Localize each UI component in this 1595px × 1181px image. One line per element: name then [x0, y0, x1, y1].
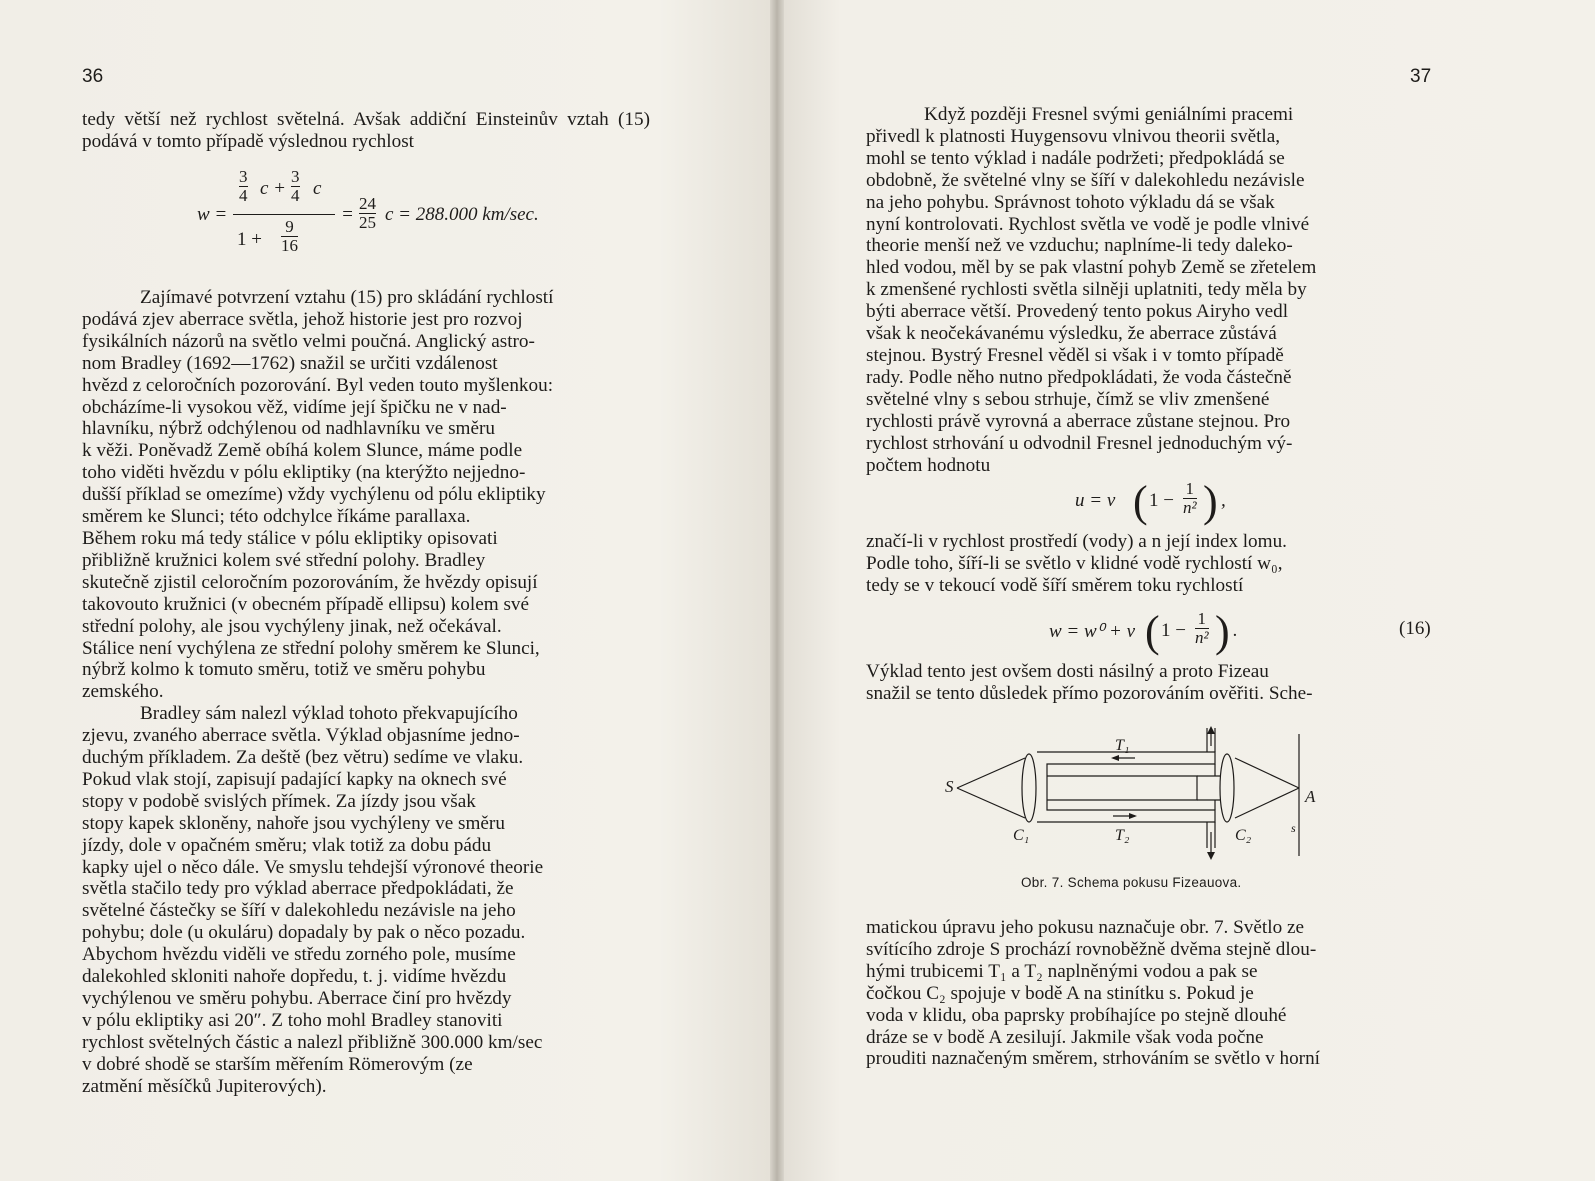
eq-u-paren-open: ( [1133, 477, 1148, 526]
p3-l4: stopy v podobě svislých přímek. Za jízdy jsou však [82, 790, 476, 812]
r1-l10: však k neočekávanému výsledku, že aberrace zůstává [866, 323, 1277, 345]
p2-l13: skutečně zjistil celoročním pozorováním, že hvězdy opisují [82, 571, 538, 593]
tube-outer-left [1037, 752, 1215, 822]
eq-lhs: w = [197, 204, 228, 225]
r3-l0: Výklad tento jest ovšem dosti násilný a proto Fizeau [866, 661, 1269, 682]
r4-l5: dráze se v bodě A zesilují. Jakmile však voda počne [866, 1026, 1264, 1048]
r1-l2: mohl se tento výklad i nadále podržeti; předpokládá se [866, 147, 1285, 169]
p3-l13: vychýlenou ve směru pohybu. Aberrace činí pro hvězdy [82, 988, 512, 1009]
label-s-source: S [945, 777, 954, 796]
r1-l15: rychlost strhování u odvodnil Fresnel jednoduchým vý- [866, 432, 1293, 454]
p2-l12: přibližně kružnici kolem své střední polohy. Bradley [82, 549, 486, 571]
r1-l0: Když později Fresnel svými geniálními pracemi [924, 104, 1294, 125]
r4-l0: matickou úpravu jeho pokusu naznačuje obr. 7. Světlo ze [866, 917, 1304, 938]
num-a-bot: 4 [239, 186, 248, 205]
r1-l3: obdobně, že světelné vlny se šíří v dalekohledu nezávisle [866, 169, 1305, 191]
p2-l17: nýbrž kolmo k tomuto směru, totiž ve směru pohybu [82, 659, 486, 681]
tube-inner [1047, 776, 1197, 800]
left-paragraph-1 [82, 109, 650, 153]
p3-l6: jízdy, dole v opačném směru; vlak totiž za dobu pádu [82, 834, 492, 856]
ray-in-bottom [957, 788, 1025, 818]
book-gutter [770, 0, 784, 1181]
eq-w-paren-open: ( [1145, 607, 1160, 656]
lens-c1 [1022, 754, 1036, 822]
r1-l13: světelné vlny s sebou strhuje, čímž se vliv zmenšené [866, 388, 1270, 410]
p3-l16: v dobré shodě se starším měřením Römerovým (ze [82, 1053, 473, 1075]
einstein-equation [197, 167, 635, 268]
num-b-top: 3 [291, 167, 300, 186]
label-s-screen: s [1291, 821, 1296, 835]
eq-w-top: 1 [1197, 609, 1207, 628]
p2-l6: hlavníku, nýbrž odchýlenou od nadhlavníku ve směru [82, 418, 495, 440]
r1-l16: počtem hodnotu [866, 454, 991, 476]
r2-l2: tedy se v tekoucí vodě šíří směrem toku rychlostí [866, 574, 1244, 596]
eq-w-paren-close: ) [1215, 607, 1230, 656]
p2-l7: k věži. Poněvadž Země obíhá kolem Slunce, máme podle [82, 440, 523, 462]
eq-equals: = [341, 204, 354, 225]
ray-out-top [1235, 758, 1299, 788]
label-a: A [1305, 787, 1316, 806]
p2-l0: Zajímavé potvrzení vztahu (15) pro skládání rychlostí [140, 287, 554, 308]
r1-l12: rady. Podle něho nutno předpokládati, že voda částečně [866, 366, 1292, 388]
den-frac-bot: 16 [281, 236, 298, 255]
r1-l1: přivedl k platnosti Huygensovu vlnivou theorii světla, [866, 125, 1281, 147]
res-bot: 25 [359, 213, 376, 232]
p2-l4: hvězd z celoročních pozorování. Byl veden touto myšlenkou: [82, 374, 554, 396]
r2-l1: Podle toho, šíří-li se světlo v klidné vodě rychlostí w₀, [866, 552, 1283, 574]
eq-u-one: 1 − [1149, 490, 1174, 511]
p3-l14: v pólu ekliptiky asi 20″. Z toho mohl Bradley stanoviti [82, 1009, 503, 1031]
left-paragraph-2 [82, 287, 650, 1098]
ray-in-top [957, 758, 1025, 788]
r1-l6: theorie menší než ve vzduchu; naplníme-li tedy daleko- [866, 235, 1293, 257]
den-one: 1 + [237, 229, 262, 250]
p2-l5: obcházíme-li vysokou věž, vidíme její špičku ne v nad- [82, 396, 507, 418]
p3-l15: rychlost světelných částic a nalezl přibližně 300.000 km/sec [82, 1031, 543, 1053]
num-a-top: 3 [239, 167, 248, 186]
p3-l8: světla stačilo tedy pro výklad aberrace předpokládati, že [82, 878, 514, 900]
label-c1: C₁ [1013, 827, 1030, 844]
eq-denominator [233, 215, 335, 259]
eq-u-paren-close: ) [1203, 477, 1218, 526]
page-number-left: 36 [82, 66, 104, 87]
p2-l1: podává zjev aberrace světla, jehož historie jest pro rozvoj [82, 308, 523, 330]
r4-l3: čočkou C₂ spojuje v bodě A na stinítku s. Pokud je [866, 982, 1254, 1004]
r1-l9: býti aberrace větší. Provedený tento pokus Airyho vedl [866, 301, 1289, 323]
num-c1: c + [260, 178, 287, 199]
right-paragraph-1 [866, 104, 1434, 476]
p2-l10: směrem ke Slunci; této odchylce říkáme parallaxa. [82, 506, 471, 528]
equation-number: (16) [1399, 618, 1431, 639]
r1-l8: k zmenšené rychlosti světla silněji uplatniti, tedy měla by [866, 279, 1307, 301]
eq-big-fraction [233, 168, 335, 259]
p3-l5: stopy kapek skloněny, nahoře jsou vychýleny ve směru [82, 812, 505, 834]
num-b-bot: 4 [291, 186, 300, 205]
p2-l2: fysikálních názorů na světlo velmi poučná. Anglický astro- [82, 330, 535, 352]
p2-l9: dušší příklad se omezíme) vždy vychýlenu od pólu ekliptiky [82, 484, 546, 506]
lens-c2 [1220, 754, 1234, 822]
r1-l5: nyní kontrolovati. Rychlost světla ve vodě je podle vlnivé [866, 213, 1310, 235]
r1-l11: stejnou. Bystrý Fresnel věděl si však i v tomto případě [866, 344, 1284, 366]
r1-l7: hled vodou, měl by se pak vlastní pohyb Země se zřetelem [866, 257, 1317, 279]
right-paragraph-2 [866, 531, 1434, 597]
p3-l7: kapky ujel o něco dále. Ve smyslu tehdejší výronové theorie [82, 856, 544, 878]
num-c2: c [313, 178, 322, 199]
p2-l18: zemského. [82, 681, 164, 703]
p3-l3: Pokud vlak stojí, zapisují padající kapky na oknech své [82, 768, 507, 790]
left-page [0, 0, 775, 1181]
label-t2: T₂ [1115, 827, 1130, 844]
figure-caption: Obr. 7. Schema pokusu Fizeauova. [1021, 875, 1242, 890]
r4-l1: svítícího zdroje S prochází rovnoběžně dvěma stejně dlou- [866, 938, 1317, 960]
fizeau-diagram [945, 724, 1365, 864]
p3-l0: Bradley sám nalezl výklad tohoto překvapujícího [140, 703, 518, 725]
arrowhead-top [1111, 755, 1119, 761]
r4-l2: hými trubicemi T₁ a T₂ naplněnými vodou a pak se [866, 960, 1258, 982]
right-paragraph-4 [866, 917, 1434, 1070]
label-t1: T₁ [1115, 737, 1130, 754]
p3-l11: Abychom hvězdu viděli ve středu zorného pole, musíme [82, 944, 516, 966]
eq-u-lhs: u = v [1075, 490, 1116, 511]
eq-u-top: 1 [1185, 479, 1195, 498]
r1-l4: na jeho pohybu. Správnost tohoto výkladu dá se však [866, 191, 1275, 213]
r3-l1: snažil se tento důsledek přímo pozorováním ověřiti. Sche- [866, 682, 1313, 704]
res-top: 24 [359, 194, 376, 213]
p2-l15: střední polohy, ale jsou vychýleny jinak, než očekával. [82, 615, 502, 637]
page-number-right: 37 [1410, 66, 1432, 87]
p3-l12: dalekohled skloniti nahoře dopředu, t. j. vidíme hvězdu [82, 966, 507, 988]
arrowhead-out [1207, 852, 1215, 860]
r4-l4: voda v klidu, oba paprsky probíhajíce po stejně dlouhé [866, 1004, 1287, 1026]
r4-l6: prouditi naznačeným směrem, strhováním se světlo v horní [866, 1048, 1320, 1070]
intro-text: tedy větší než rychlost světelná. Avšak addiční Einsteinův vztah (15) podává v tomto případě výslednou rychlost [82, 109, 650, 152]
p2-l3: nom Bradley (1692—1762) snažil se určiti vzdálenost [82, 352, 498, 374]
p3-l10: pohybu; dole (u okuláru) dopadaly by pak o něco pozadu. [82, 922, 526, 944]
r2-l0: značí-li v rychlost prostředí (vody) a n její index lomu. [866, 531, 1287, 552]
p3-l2: duchým příkladem. Za deště (bez větru) sedíme ve vlaku. [82, 747, 524, 769]
right-page [775, 0, 1595, 1181]
eq-numerator [233, 168, 335, 215]
eq-u-bot: n² [1183, 498, 1197, 517]
p2-l16: Stálice není vychýlena ze střední polohy směrem ke Slunci, [82, 637, 540, 659]
eq-u-tail: , [1221, 490, 1226, 511]
arrowhead-bottom [1129, 813, 1137, 819]
ray-out-bottom [1235, 788, 1299, 818]
tube-connector [1197, 764, 1221, 810]
eq-w-tail: . [1233, 620, 1238, 641]
den-frac-top: 9 [285, 217, 294, 236]
eq-result: c = 288.000 km/sec. [385, 204, 539, 225]
p3-l1: zjevu, zvaného aberrace světla. Výklad objasníme jedno- [82, 725, 520, 747]
p2-l8: toho viděti hvězdu v pólu ekliptiky (na kterýžto nejjedno- [82, 462, 526, 484]
r1-l14: rychlosti právě vyrovná a aberrace zůstane stejnou. Pro [866, 410, 1291, 432]
eq-w-lhs: w = w⁰ + v [1049, 621, 1136, 642]
p3-l17: zatmění měsíčků Jupiterových). [82, 1075, 327, 1097]
p3-l9: světelné částečky se šíří v dalekohledu nezávisle na jeho [82, 900, 516, 922]
arrowhead-in [1207, 726, 1215, 734]
p2-l11: Během roku má tedy stálice v pólu ekliptiky opisovati [82, 527, 498, 549]
right-paragraph-3 [866, 661, 1434, 705]
p2-l14: takovouto kružnici (v obecném případě ellipsu) kolem své [82, 593, 530, 615]
eq-w-one: 1 − [1161, 620, 1186, 641]
eq-w-bot: n² [1195, 628, 1209, 647]
label-c2: C₂ [1235, 827, 1252, 844]
